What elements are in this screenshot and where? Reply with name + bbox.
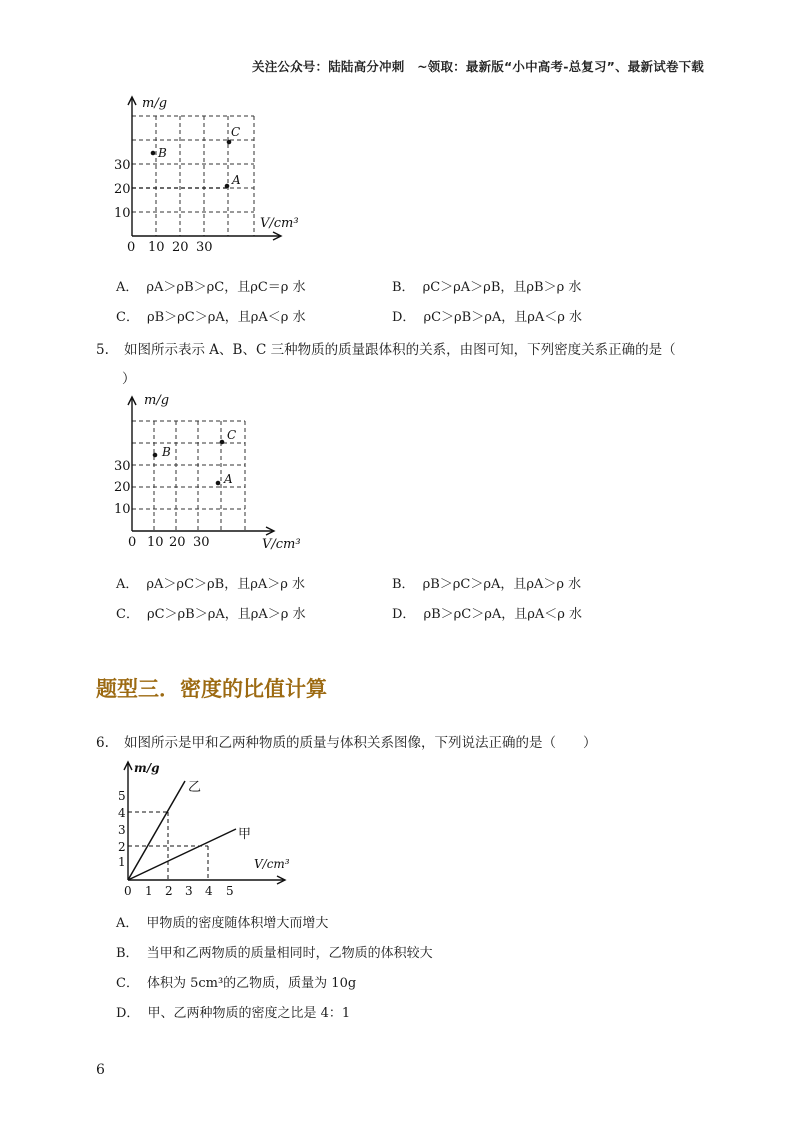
x-tick-20: 20 — [172, 240, 189, 254]
q4-option-b — [392, 276, 581, 295]
option-text: ρC＞ρB＞ρA，且ρA＞ρ 水 — [146, 607, 306, 622]
option-text: 体积为 5cm³的乙物质，质量为 10g — [146, 976, 357, 991]
option-text: ρB＞ρC＞ρA，且ρA＜ρ 水 — [423, 607, 583, 622]
y-tick-10: 10 — [114, 502, 131, 517]
question-number: 5. — [96, 342, 109, 358]
series-yi-line — [128, 781, 185, 880]
q4-option-a — [116, 276, 306, 295]
x-tick-0: 0 — [124, 884, 132, 898]
option-label: B． — [392, 577, 415, 592]
figure-q4-graph — [108, 92, 318, 254]
point-a-label: A — [224, 472, 233, 486]
page-header: 关注公众号：陆陆高分冲刺 ~领取：最新版“小中高考-总复习”、最新试卷下载 — [252, 59, 704, 74]
question-text: 如图所示是甲和乙两种物质的质量与体积关系图像，下列说法正确的是（ ） — [124, 735, 597, 751]
figure-q6-graph — [108, 758, 298, 898]
x-axis-label: V/cm³ — [262, 537, 301, 552]
q4-option-c — [116, 306, 306, 325]
option-text: ρC＞ρA＞ρB，且ρB＞ρ 水 — [422, 280, 582, 295]
option-text: ρC＞ρB＞ρA，且ρA＜ρ 水 — [423, 310, 583, 325]
x-tick-0: 0 — [128, 535, 137, 550]
point-a-label: A — [232, 173, 241, 187]
option-label: C． — [116, 607, 139, 622]
x-tick-10: 10 — [147, 535, 164, 550]
point-c — [227, 140, 232, 145]
y-tick-20: 20 — [114, 480, 131, 495]
y-tick-4: 4 — [118, 806, 126, 820]
x-tick-2: 2 — [165, 884, 173, 898]
y-tick-20: 20 — [114, 182, 131, 197]
q4-option-d — [392, 306, 582, 325]
point-a — [216, 481, 221, 486]
x-tick-3: 3 — [185, 884, 193, 898]
question-6 — [96, 731, 597, 751]
q5-option-b — [392, 573, 581, 592]
point-c-label: C — [231, 125, 241, 139]
series-yi-label: 乙 — [188, 780, 202, 795]
y-tick-10: 10 — [114, 206, 131, 221]
x-tick-4: 4 — [205, 884, 213, 898]
point-b-label: B — [158, 146, 167, 160]
q6-option-c — [116, 972, 356, 991]
q6-option-b — [116, 942, 433, 961]
point-b-label: B — [162, 445, 171, 459]
x-tick-30: 30 — [193, 535, 210, 550]
option-text: ρB＞ρC＞ρA，且ρA＜ρ 水 — [146, 310, 306, 325]
series-jia-label: 甲 — [238, 827, 252, 842]
option-label: D． — [116, 1006, 140, 1021]
option-label: D． — [392, 310, 416, 325]
point-b — [151, 151, 156, 156]
y-tick-3: 3 — [118, 823, 126, 837]
option-label: D． — [392, 607, 416, 622]
option-label: A． — [116, 577, 139, 592]
point-a — [225, 184, 230, 189]
question-text: 如图所示表示 A、B、C 三种物质的质量跟体积的关系，由图可知，下列密度关系正确的是（ — [124, 342, 676, 358]
point-b — [153, 453, 158, 458]
point-c — [220, 440, 225, 445]
option-label: A． — [116, 280, 139, 295]
option-label: C． — [116, 310, 139, 325]
y-tick-30: 30 — [114, 459, 131, 474]
figure-q5-graph — [108, 392, 318, 554]
x-axis-label: V/cm³ — [260, 216, 299, 231]
y-tick-2: 2 — [118, 840, 126, 854]
x-tick-20: 20 — [169, 535, 186, 550]
q6-option-d — [116, 1002, 350, 1021]
option-label: A． — [116, 916, 139, 931]
section-title: 题型三．密度的比值计算 — [96, 677, 327, 701]
option-label: B． — [392, 280, 415, 295]
x-tick-5: 5 — [226, 884, 234, 898]
y-tick-1: 1 — [118, 855, 126, 869]
option-text: ρA＞ρC＞ρB，且ρA＞ρ 水 — [146, 577, 306, 592]
y-axis-label: m/g — [142, 96, 168, 111]
x-tick-0: 0 — [127, 240, 136, 254]
q5-option-c — [116, 603, 306, 622]
x-tick-10: 10 — [148, 240, 165, 254]
q6-option-a — [116, 912, 328, 931]
y-tick-5: 5 — [118, 789, 126, 803]
option-text: 甲、乙两种物质的密度之比是 4：1 — [147, 1006, 351, 1021]
question-5-close-paren: ） — [122, 371, 136, 387]
option-label: C． — [116, 976, 139, 991]
option-label: B． — [116, 946, 139, 961]
option-text: ρA＞ρB＞ρC，且ρC＝ρ 水 — [146, 280, 306, 295]
point-c-label: C — [227, 428, 237, 442]
q5-option-d — [392, 603, 582, 622]
x-tick-30: 30 — [196, 240, 213, 254]
page-number: 6 — [96, 1062, 105, 1078]
option-text: ρB＞ρC＞ρA，且ρA＞ρ 水 — [422, 577, 582, 592]
y-tick-30: 30 — [114, 158, 131, 173]
x-tick-1: 1 — [145, 884, 153, 898]
y-axis-label: m/g — [134, 761, 160, 775]
series-jia-line — [128, 829, 236, 880]
question-5 — [96, 338, 676, 358]
y-axis-label: m/g — [144, 393, 170, 408]
option-text: 当甲和乙两物质的质量相同时，乙物质的体积较大 — [146, 946, 433, 961]
question-number: 6. — [96, 735, 109, 751]
option-text: 甲物质的密度随体积增大而增大 — [146, 916, 329, 931]
x-axis-label: V/cm³ — [254, 857, 290, 871]
q5-option-a — [116, 573, 305, 592]
